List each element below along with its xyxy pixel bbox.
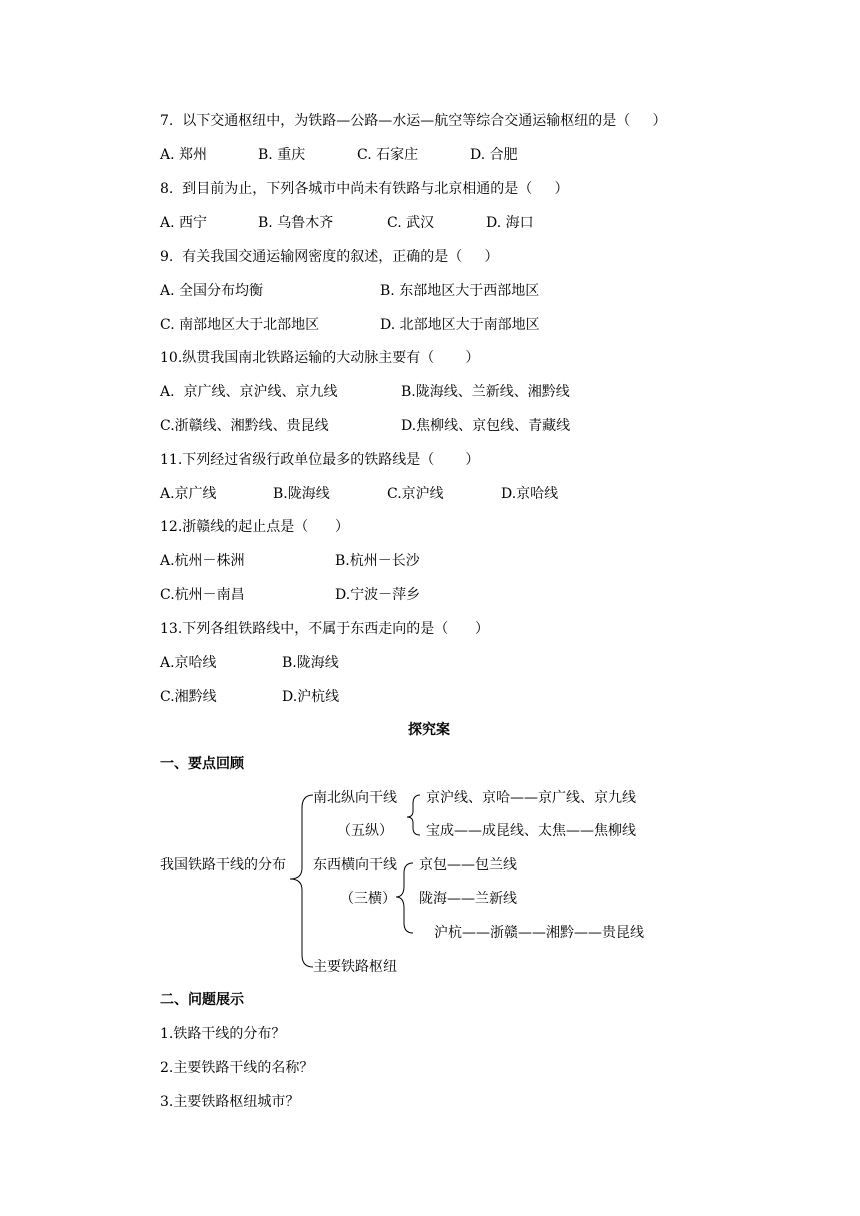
question-7-option-d: D. 合肥: [470, 147, 518, 163]
question-8-option-c: C. 武汉: [387, 215, 435, 231]
question-10-option-b: B.陇海线、兰新线、湘黔线: [401, 384, 570, 400]
question-12-option-a: A.杭州－株洲: [160, 553, 245, 569]
question-10-option-a: A. 京广线、京沪线、京九线: [160, 384, 338, 400]
section-heading-review: 一、要点回顾: [160, 756, 244, 772]
question-13-option-b: B.陇海线: [282, 655, 339, 671]
question-10-stem: 10.纵贯我国南北铁路运输的大动脉主要有（ ）: [160, 350, 480, 366]
question-10-option-c: C.浙赣线、湘黔线、贵昆线: [160, 418, 329, 434]
question-11-stem: 11.下列经过省级行政单位最多的铁路线是（ ）: [160, 452, 480, 468]
question-7-option-b: B. 重庆: [258, 147, 306, 163]
question-7-option-a: A. 郑州: [160, 147, 208, 163]
section-heading-problems: 二、问题展示: [160, 992, 244, 1008]
question-9-option-b: B. 东部地区大于西部地区: [380, 283, 540, 299]
question-7-stem: 7. 以下交通枢纽中，为铁路—公路—水运—航空等综合交通运输枢纽的是（ ）: [160, 113, 667, 129]
question-13-option-a: A.京哈线: [160, 655, 217, 671]
question-9-option-c: C. 南部地区大于北部地区: [160, 317, 320, 333]
question-13-option-d: D.沪杭线: [282, 689, 340, 705]
problem-1: 1.铁路干线的分布？: [160, 1026, 286, 1042]
tree-ew-line-1: 京包——包兰线: [419, 857, 517, 873]
question-9-stem: 9. 有关我国交通运输网密度的叙述，正确的是（ ）: [160, 249, 499, 265]
question-13-option-c: C.湘黔线: [160, 689, 217, 705]
question-9-option-d: D. 北部地区大于南部地区: [380, 317, 540, 333]
question-12-option-b: B.杭州－长沙: [335, 553, 420, 569]
question-8-stem: 8. 到目前为止，下列各城市中尚未有铁路与北京相通的是（ ）: [160, 181, 569, 197]
tree-ns-line-2: 宝成——成昆线、太焦——焦柳线: [426, 823, 636, 839]
tree-ns-line-1: 京沪线、京哈——京广线、京九线: [426, 790, 636, 806]
tree-ew-label: 东西横向干线: [313, 857, 397, 873]
question-12-option-d: D.宁波－萍乡: [335, 587, 421, 603]
large-brace: [290, 795, 313, 967]
question-12-stem: 12.浙赣线的起止点是（ ）: [160, 519, 349, 535]
ns-brace: [407, 795, 420, 835]
question-7-option-c: C. 石家庄: [357, 147, 419, 163]
ew-brace: [396, 863, 413, 933]
question-8-option-a: A. 西宁: [160, 215, 208, 231]
tree-ns-count: （五纵）: [337, 823, 393, 839]
tree-root: 我国铁路干线的分布: [160, 857, 286, 873]
problem-3: 3.主要铁路枢纽城市？: [160, 1094, 300, 1110]
tree-ew-line-2: 陇海——兰新线: [419, 891, 517, 907]
problem-2: 2.主要铁路干线的名称？: [160, 1060, 314, 1076]
question-8-option-d: D. 海口: [486, 215, 534, 231]
section-title: 探究案: [408, 722, 450, 738]
tree-ew-count: （三横）: [340, 891, 396, 907]
question-12-option-c: C.杭州－南昌: [160, 587, 245, 603]
tree-ns-label: 南北纵向干线: [313, 790, 397, 806]
question-11-option-a: A.京广线: [160, 486, 217, 502]
question-11-option-d: D.京哈线: [501, 486, 559, 502]
tree-ew-line-3: 沪杭——浙赣——湘黔——贵昆线: [434, 925, 644, 941]
question-8-option-b: B. 乌鲁木齐: [258, 215, 334, 231]
question-13-stem: 13.下列各组铁路线中，不属于东西走向的是（ ）: [160, 621, 489, 637]
question-9-option-a: A. 全国分布均衡: [160, 283, 264, 299]
question-11-option-b: B.陇海线: [273, 486, 330, 502]
question-10-option-d: D.焦柳线、京包线、青藏线: [401, 418, 571, 434]
tree-hub: 主要铁路枢纽: [313, 959, 397, 975]
question-11-option-c: C.京沪线: [387, 486, 444, 502]
